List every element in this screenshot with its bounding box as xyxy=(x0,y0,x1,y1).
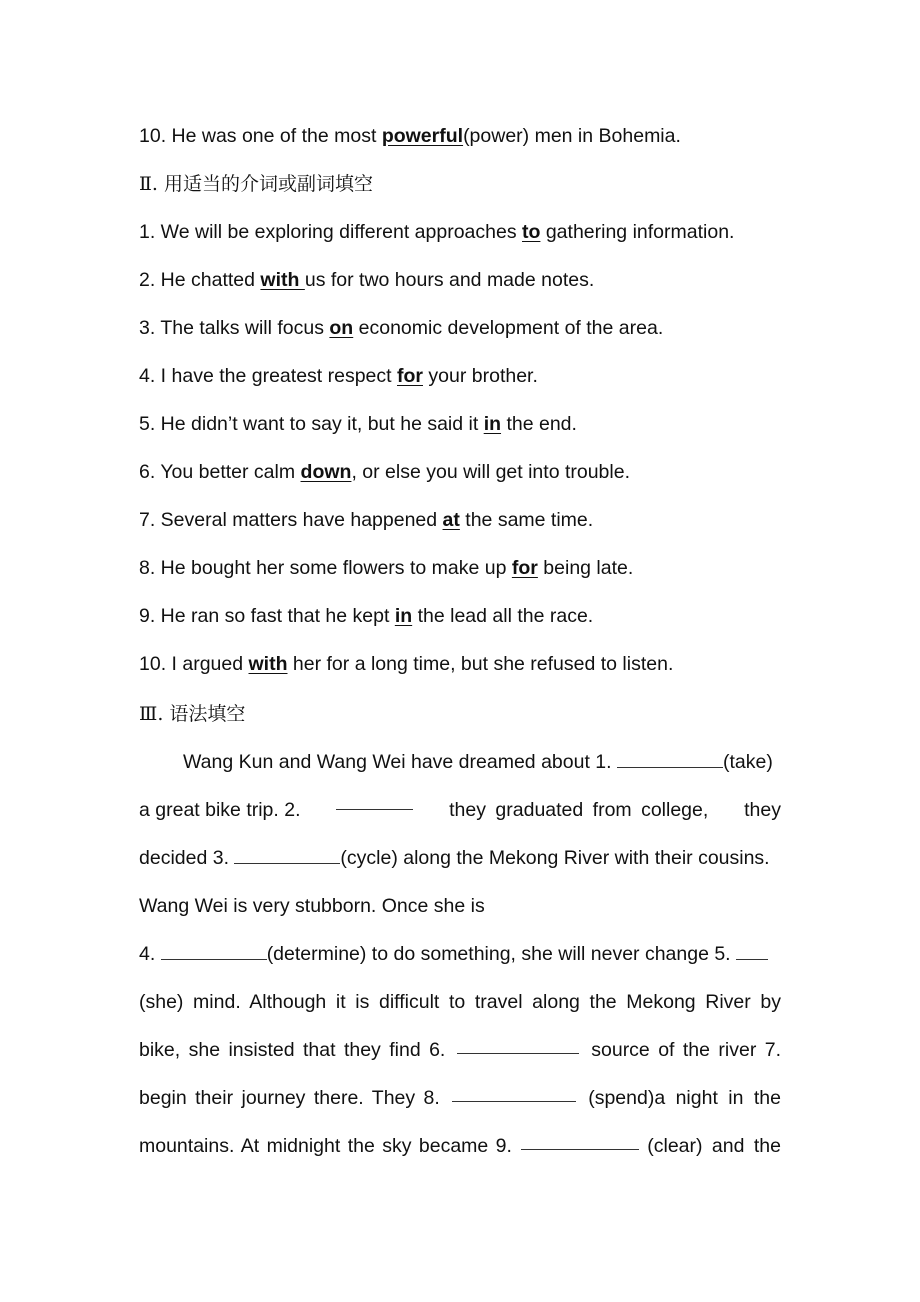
answer: with xyxy=(248,653,288,675)
item-text: 1. We will be exploring different approaches xyxy=(139,221,523,243)
passage-line xyxy=(139,795,781,825)
item-text: 9. He ran so fast that he kept xyxy=(139,605,395,627)
blank-1[interactable] xyxy=(617,749,723,768)
item-text: economic development of the area. xyxy=(353,317,664,339)
passage-text: they xyxy=(744,799,781,821)
exercise-item xyxy=(139,217,781,247)
item-text: (power) men in Bohemia. xyxy=(463,125,681,147)
blank-5[interactable] xyxy=(736,941,768,960)
answer: in xyxy=(483,413,502,435)
exercise-item xyxy=(139,361,781,391)
item-text: 2. He chatted xyxy=(139,269,261,291)
passage-text: (spend)a night in the xyxy=(588,1087,781,1109)
section-heading: Ⅱ. 用适当的介词或副词填空 xyxy=(139,173,373,195)
item-text: your brother. xyxy=(423,365,538,387)
passage-text: source of the river 7. xyxy=(591,1039,781,1061)
item-text: her for a long time, but she refused to listen. xyxy=(287,653,674,675)
item-text: 10. I argued xyxy=(139,653,249,675)
item-text: 8. He bought her some flowers to make up xyxy=(139,557,512,579)
exercise-item xyxy=(139,313,781,343)
answer: on xyxy=(329,317,354,339)
item-text: us for two hours and made notes. xyxy=(304,269,595,291)
passage-line: (she) mind. Although it is difficult to travel along the Mekong River by xyxy=(139,991,781,1013)
passage-text: begin their journey there. They 8. xyxy=(139,1087,440,1109)
item-text: 7. Several matters have happened xyxy=(139,509,443,531)
exercise-item xyxy=(139,265,781,295)
item-text: being late. xyxy=(537,557,634,579)
answer: in xyxy=(394,605,413,627)
blank-2[interactable] xyxy=(336,795,413,810)
item-text: 3. The talks will focus xyxy=(139,317,330,339)
passage-line xyxy=(139,843,781,873)
item-text: 5. He didn’t want to say it, but he said it xyxy=(139,413,484,435)
passage-line: Wang Wei is very stubborn. Once she is xyxy=(139,895,485,917)
item-text: the end. xyxy=(501,413,577,435)
passage-line xyxy=(139,1083,781,1113)
exercise-item xyxy=(139,505,781,535)
blank-4[interactable] xyxy=(161,941,267,960)
blank-6[interactable] xyxy=(457,1035,579,1054)
passage-text: decided 3. xyxy=(139,847,229,869)
blank-8[interactable] xyxy=(452,1083,576,1102)
passage-line xyxy=(139,1131,781,1161)
exercise-item xyxy=(139,121,781,151)
passage-text: they graduated from college, xyxy=(449,799,709,821)
item-text: , or else you will get into trouble. xyxy=(351,461,630,483)
passage-text: (determine) to do something, she will never change 5. xyxy=(266,943,731,965)
blank-9[interactable] xyxy=(521,1131,639,1150)
exercise-item xyxy=(139,601,781,631)
section-heading: Ⅲ. 语法填空 xyxy=(139,703,246,725)
answer: for xyxy=(397,365,423,387)
answer: powerful xyxy=(381,125,464,147)
item-text: 10. He was one of the most xyxy=(139,125,382,147)
passage-text: (cycle) along the Mekong River with their cousins. xyxy=(340,847,770,869)
passage-text: 4. xyxy=(139,943,156,965)
item-text: 6. You better calm xyxy=(139,461,301,483)
passage-line xyxy=(139,1035,781,1065)
item-text: 4. I have the greatest respect xyxy=(139,365,397,387)
passage-text: bike, she insisted that they find 6. xyxy=(139,1039,446,1061)
passage-line xyxy=(139,939,781,969)
item-text: gathering information. xyxy=(540,221,735,243)
passage-text: mountains. At midnight the sky became 9. xyxy=(139,1135,512,1157)
exercise-item xyxy=(139,649,781,679)
passage-text: (clear) and the xyxy=(647,1135,781,1157)
answer: with xyxy=(260,269,305,291)
item-text: the same time. xyxy=(459,509,594,531)
exercise-item xyxy=(139,553,781,583)
passage-text: a great bike trip. 2. xyxy=(139,799,301,821)
item-text: the lead all the race. xyxy=(412,605,594,627)
exercise-item xyxy=(139,409,781,439)
passage-line xyxy=(139,747,781,777)
answer: down xyxy=(300,461,352,483)
blank-3[interactable] xyxy=(234,845,340,864)
passage-text: Wang Kun and Wang Wei have dreamed about 1. xyxy=(183,751,612,773)
answer: to xyxy=(522,221,541,243)
passage-text: (take) xyxy=(722,751,773,773)
answer: at xyxy=(442,509,460,531)
answer: for xyxy=(511,557,538,579)
exercise-item xyxy=(139,457,781,487)
